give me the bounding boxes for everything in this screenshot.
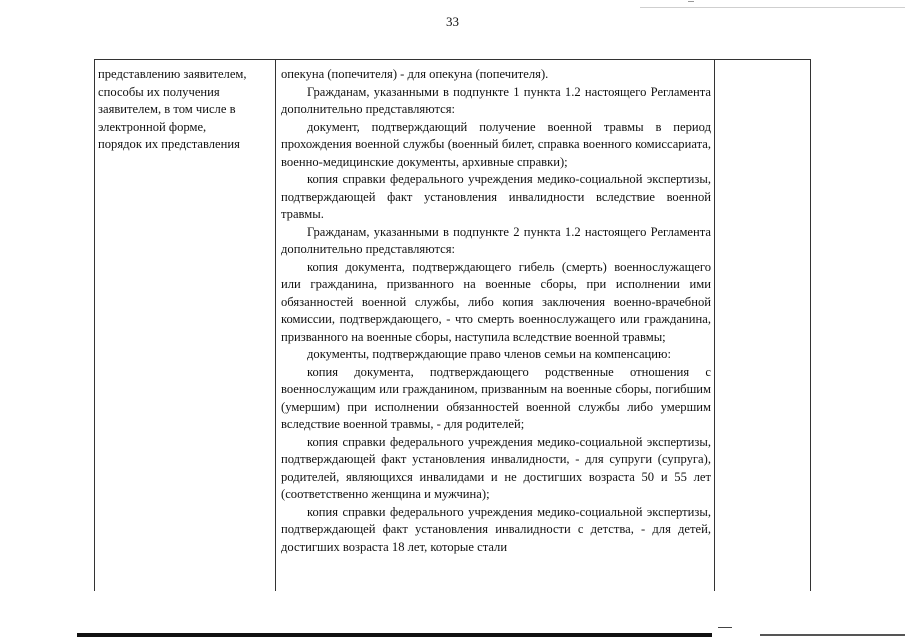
paragraph: документы, подтверждающие право членов семьи на компенсацию:	[307, 347, 671, 361]
paragraph: опекуна (попечителя) - для опекуна (попечителя).	[281, 67, 549, 81]
paragraph: копия документа, подтверждающего родственные отношения с военнослужащим или гражданином, призванным на военные сборы, погибшим (умершим) при исполнении обязанностей военной службы либо умершим вследствие военной травмы, - для родителей;	[281, 364, 711, 431]
table-cell-document-submission	[98, 66, 274, 154]
page-number: 33	[446, 14, 459, 29]
paragraph: Гражданам, указанными в подпункте 2 пункта 1.2 настоящего Регламента дополнительно представляются:	[281, 224, 711, 256]
scan-artifact-top-line	[640, 7, 905, 8]
requirements-table	[94, 59, 811, 591]
scan-artifact-bottom-tick	[718, 627, 732, 628]
scan-artifact-bottom-bar-right	[760, 634, 905, 636]
cell-line: представлению заявителем,	[98, 67, 247, 81]
table-border-left	[94, 60, 95, 591]
paragraph: копия справки федерального учреждения медико-социальной экспертизы, подтверждающей факт установления инвалидности вследствие военной травмы.	[281, 172, 711, 221]
table-divider-1	[275, 60, 276, 591]
table-divider-2	[714, 60, 715, 591]
paragraph: копия справки федерального учреждения медико-социальной экспертизы, подтверждающей факт установления инвалидности, - для супруги (супруга), родителей, являющихся инвалидами и не достигших возраста 50 и 55 лет (соответственно женщина и мужчина);	[281, 434, 711, 501]
table-cell-required-documents	[281, 66, 711, 556]
table-border-right	[810, 60, 811, 591]
cell-line: электронной форме,	[98, 119, 207, 134]
paragraph: Гражданам, указанными в подпункте 1 пункта 1.2 настоящего Регламента дополнительно представляются:	[281, 84, 711, 116]
paragraph: документ, подтверждающий получение военной травмы в период прохождения военной службы (военный билет, справка военного комиссариата, военно-медицинские документы, архивные справки);	[281, 119, 711, 169]
cell-line: заявителем, в том числе в	[98, 102, 236, 116]
paragraph: копия документа, подтверждающего гибель (смерть) военнослужащего или гражданина, призванного на военные сборы, при исполнении ими обязанностей военной службы, либо копия заключения военно-врачебной комиссии, подтверждающего, - что смерть военнослужащего или гражданина, призванного на военные сборы, наступила вследствие военной травмы;	[281, 259, 711, 344]
cell-line: порядок их представления	[98, 137, 240, 151]
paragraph: копия справки федерального учреждения медико-социальной экспертизы, подтверждающей факт установления инвалидности с детства, - для детей, достигших возраста 18 лет, которые стали	[281, 504, 711, 554]
scan-artifact-bottom-bar	[77, 633, 712, 637]
scan-artifact-top-mark	[688, 1, 694, 2]
cell-line: способы их получения	[98, 84, 220, 99]
